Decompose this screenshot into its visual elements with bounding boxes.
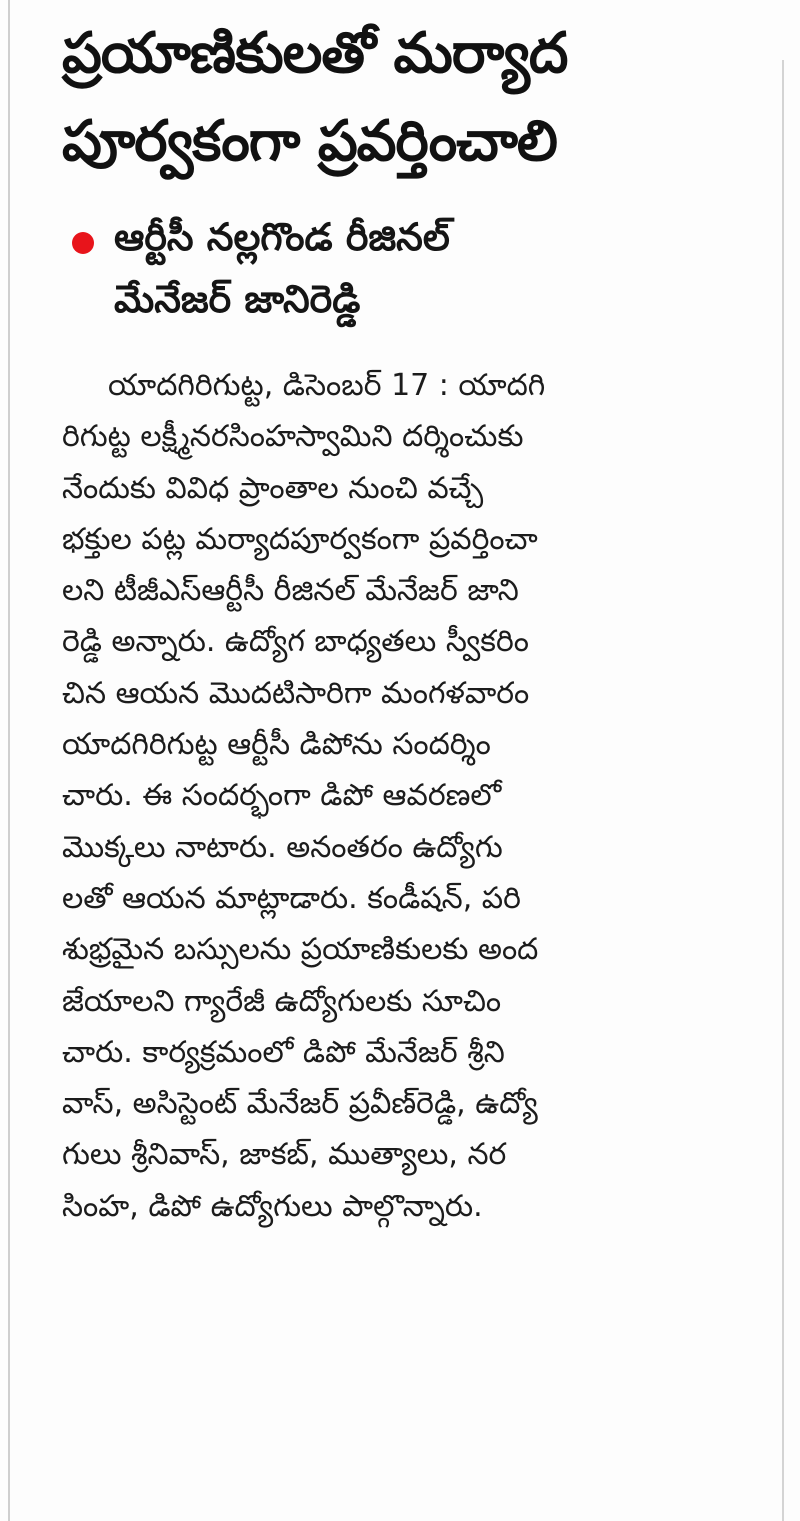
article-body — [62, 360, 752, 1232]
headline-line-1: ప్రయాణికులతో మర్యాద — [62, 21, 568, 86]
body-line: మొక్కలు నాటారు. అనంతరం ఉద్యోగు — [62, 829, 503, 865]
body-line: యాదగిరిగుట్ట, డిసెంబర్ 17 : యాదగి — [108, 368, 546, 403]
subheadline-line-2: మేనేజర్ జానిరెడ్డి — [114, 277, 361, 321]
headline — [62, 10, 752, 186]
body-line: లతో ఆయన మాట్లాడారు. కండీషన్, పరి — [62, 880, 521, 916]
body-line: జేయాలని గ్యారేజీ ఉద్యోగులకు సూచిం — [62, 983, 502, 1019]
article — [62, 10, 752, 1232]
body-line: నేందుకు వివిధ ప్రాంతాల నుంచి వచ్చే — [62, 470, 484, 506]
headline-line-2: పూర్వకంగా ప్రవర్తించాలి — [62, 109, 557, 174]
body-line: యాదగిరిగుట్ట ఆర్టీసీ డిపోను సందర్శిం — [62, 727, 491, 763]
column-rule-right — [782, 60, 784, 1521]
body-line: సింహ, డిపో ఉద్యోగులు పాల్గొన్నారు. — [62, 1188, 483, 1224]
body-line: చారు. కార్యక్రమంలో డిపో మేనేజర్ శ్రీని — [62, 1034, 505, 1070]
body-line: రెడ్డి అన్నారు. ఉద్యోగ బాధ్యతలు స్వీకరిం — [62, 624, 529, 660]
column-rule-left — [8, 0, 10, 1521]
red-bullet-icon — [72, 232, 94, 254]
body-line: చారు. ఈ సందర్భంగా డిపో ఆవరణలో — [62, 778, 502, 814]
subheadline — [62, 206, 752, 330]
subheadline-line-1: ఆర్టీసీ నల్లగొండ రీజినల్ — [114, 215, 450, 259]
body-line: శుభ్రమైన బస్సులను ప్రయాణికులకు అంద — [62, 932, 539, 968]
body-line: చిన ఆయన మొదటిసారిగా మంగళవారం — [62, 675, 530, 711]
body-line: గులు శ్రీనివాస్, జాకబ్, ముత్యాలు, నర — [62, 1137, 507, 1173]
body-line: భక్తుల పట్ల మర్యాదపూర్వకంగా ప్రవర్తించా — [62, 521, 538, 557]
body-line: వాస్, అసిస్టెంట్ మేనేజర్ ప్రవీణ్‌రెడ్డి, ఉద్యో — [62, 1086, 538, 1122]
body-line: రిగుట్ట లక్ష్మీనరసింహస్వామిని దర్శించుకు — [62, 419, 524, 455]
body-line: లని టీజీఎస్ఆర్టీసీ రీజినల్ మేనేజర్ జాని — [62, 573, 519, 609]
